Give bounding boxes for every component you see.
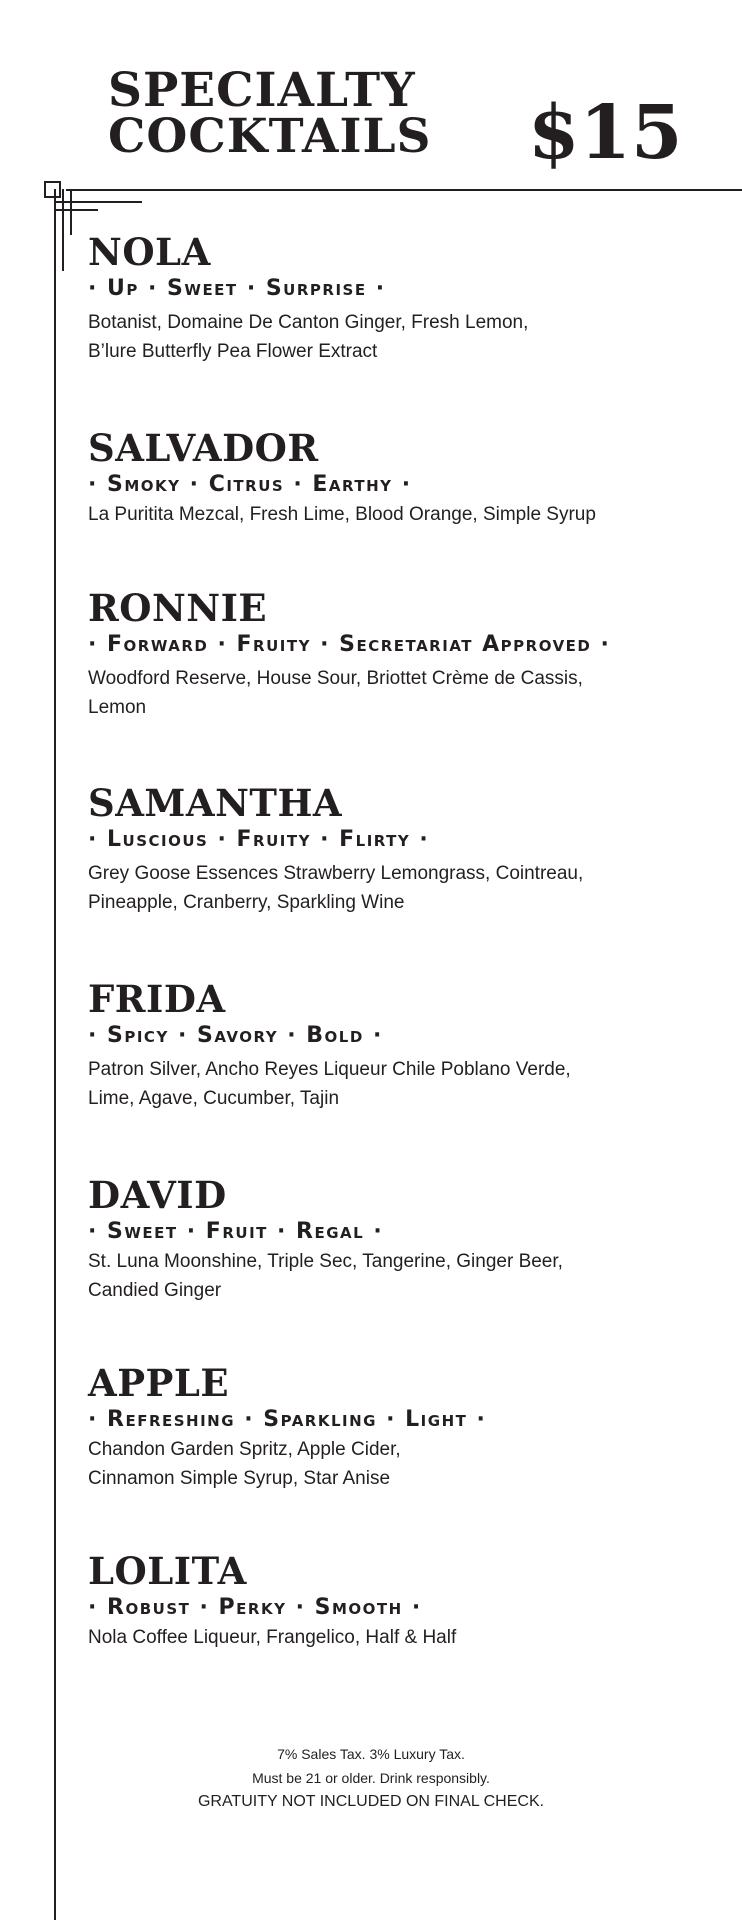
cocktail-item <box>88 979 728 1113</box>
deco-line <box>70 189 72 235</box>
deco-corner-square <box>44 181 61 198</box>
cocktail-tags: · Refreshing · Sparkling · Light · <box>88 1407 487 1432</box>
cocktail-item <box>88 588 728 722</box>
page-title <box>108 63 432 164</box>
cocktail-ingredients <box>88 308 728 366</box>
title-line-1: SPECIALTY <box>108 63 416 118</box>
deco-line <box>62 189 64 271</box>
ingredients-line: Cinnamon Simple Syrup, Star Anise <box>88 1468 391 1489</box>
ingredients-line: St. Luna Moonshine, Triple Sec, Tangerine, Ginger Beer, <box>88 1251 563 1272</box>
cocktail-item <box>88 1363 728 1493</box>
deco-line <box>54 209 98 211</box>
cocktail-tags: · Spicy · Savory · Bold · <box>88 1023 383 1048</box>
cocktail-item <box>88 783 728 917</box>
cocktail-ingredients <box>88 664 728 722</box>
ingredients-line: Nola Coffee Liqueur, Frangelico, Half & Half <box>88 1627 457 1648</box>
horizontal-rule <box>66 189 742 191</box>
cocktail-tags: · Robust · Perky · Smooth · <box>88 1595 422 1620</box>
ingredients-line: B’lure Butterfly Pea Flower Extract <box>88 341 378 362</box>
cocktail-tags: · Luscious · Fruity · Flirty · <box>88 827 430 852</box>
cocktail-name: LOLITA <box>88 1549 247 1593</box>
ingredients-line: Lemon <box>88 697 147 718</box>
ingredients-line: Botanist, Domaine De Canton Ginger, Fresh Lemon, <box>88 312 529 333</box>
vertical-rule <box>54 189 56 1920</box>
cocktail-name: APPLE <box>88 1361 230 1405</box>
cocktail-name: SAMANTHA <box>88 781 343 825</box>
ingredients-line: Grey Goose Essences Strawberry Lemongrass, Cointreau, <box>88 863 584 884</box>
cocktail-name: DAVID <box>88 1173 227 1217</box>
deco-line <box>54 201 142 203</box>
cocktail-tags: · Smoky · Citrus · Earthy · <box>88 472 412 497</box>
cocktail-item <box>88 428 728 529</box>
tax-note: 7% Sales Tax. 3% Luxury Tax. <box>277 1746 465 1762</box>
cocktail-tags: · Sweet · Fruit · Regal · <box>88 1219 384 1244</box>
cocktail-ingredients <box>88 1055 728 1113</box>
price-label: $15 <box>528 90 683 176</box>
cocktail-ingredients <box>88 1435 728 1493</box>
ingredients-line: Woodford Reserve, House Sour, Briottet Crème de Cassis, <box>88 668 583 689</box>
gratuity-note: GRATUITY NOT INCLUDED ON FINAL CHECK. <box>197 1793 545 1810</box>
cocktail-ingredients <box>88 500 728 529</box>
cocktail-ingredients <box>88 859 728 917</box>
cocktail-ingredients <box>88 1247 728 1305</box>
cocktail-tags: · Forward · Fruity · Secretariat Approved · <box>88 632 611 657</box>
ingredients-line: Patron Silver, Ancho Reyes Liqueur Chile Poblano Verde, <box>88 1059 571 1080</box>
cocktail-item <box>88 232 728 366</box>
cocktail-name: RONNIE <box>88 586 268 630</box>
footer-notes <box>0 1742 742 1814</box>
ingredients-line: Candied Ginger <box>88 1280 222 1301</box>
ingredients-line: Lime, Agave, Cucumber, Tajin <box>88 1088 340 1109</box>
cocktail-name: FRIDA <box>88 977 226 1021</box>
cocktail-item <box>88 1551 728 1652</box>
title-line-2: COCKTAILS <box>108 109 432 164</box>
age-note: Must be 21 or older. Drink responsibly. <box>252 1770 490 1786</box>
cocktail-ingredients <box>88 1623 728 1652</box>
cocktail-tags: · Up · Sweet · Surprise · <box>88 276 386 301</box>
ingredients-line: La Puritita Mezcal, Fresh Lime, Blood Orange, Simple Syrup <box>88 504 596 525</box>
cocktail-name: SALVADOR <box>88 426 319 470</box>
ingredients-line: Pineapple, Cranberry, Sparkling Wine <box>88 892 405 913</box>
ingredients-line: Chandon Garden Spritz, Apple Cider, <box>88 1439 401 1460</box>
cocktail-name: NOLA <box>88 230 211 274</box>
cocktail-item <box>88 1175 728 1305</box>
